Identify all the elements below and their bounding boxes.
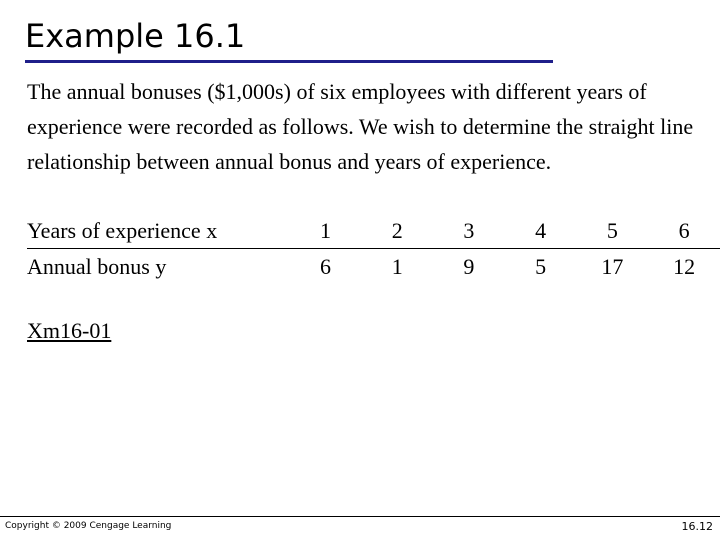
x-value-cell: 3 [433,213,505,249]
y-value-cell: 9 [463,253,475,279]
footer-divider [0,516,720,517]
y-value-cell: 17 [601,253,624,279]
x-value-cell: 6 [648,213,720,249]
slide-title: Example 16.1 [25,17,246,55]
x-value-cell: 2 [361,213,433,249]
x-value-cell: 1 [290,213,362,249]
table-row-y [27,249,720,285]
x-row-label: Years of experience x [27,213,290,249]
y-value-cell: 6 [319,253,331,279]
y-value-cell: 1 [391,253,403,279]
table-row-x [27,213,720,249]
copyright-text: Copyright © 2009 Cengage Learning [5,521,172,531]
y-value-cell: 5 [535,253,547,279]
x-value-cell: 5 [576,213,648,249]
y-value-cell: 12 [673,253,696,279]
y-row-label: Annual bonus y [27,253,167,279]
title-underline [25,60,553,63]
intro-paragraph: The annual bonuses ($1,000s) of six employees with different years of experience were recorded as follows. We wish to determine the straight line relationship between annual bonus and years of experience. [27,79,694,174]
x-value-cell: 4 [505,213,577,249]
data-table [27,213,720,284]
data-file-link[interactable]: Xm16-01 [27,318,112,343]
slide-number: 16.12 [681,520,713,533]
